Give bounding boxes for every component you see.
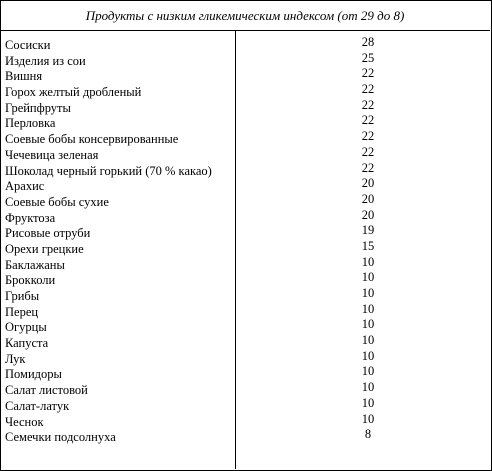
glycemic-index-value: 22 bbox=[361, 129, 375, 144]
product-name: Лук bbox=[5, 351, 26, 366]
glycemic-index-value: 10 bbox=[361, 364, 375, 379]
product-name: Огурцы bbox=[5, 320, 47, 335]
glycemic-index-value: 25 bbox=[361, 50, 375, 65]
glycemic-index-value: 22 bbox=[361, 160, 375, 175]
glycemic-index-value: 15 bbox=[361, 238, 375, 253]
product-name: Соевые бобы сухие bbox=[5, 194, 109, 209]
product-name: Капуста bbox=[5, 336, 49, 351]
product-name: Салат листовой bbox=[5, 383, 88, 398]
product-name: Изделия из сои bbox=[5, 53, 86, 68]
glycemic-index-column bbox=[236, 35, 492, 443]
product-name: Брокколи bbox=[5, 273, 56, 288]
glycemic-index-value: 10 bbox=[361, 380, 375, 395]
glycemic-index-value: 10 bbox=[361, 411, 375, 426]
header-divider bbox=[0, 30, 490, 31]
product-name: Перец bbox=[5, 304, 39, 319]
glycemic-index-value: 22 bbox=[361, 66, 375, 81]
product-name: Грейпфруты bbox=[5, 100, 71, 115]
glycemic-index-value: 10 bbox=[361, 333, 375, 348]
glycemic-index-value: 8 bbox=[364, 427, 372, 442]
glycemic-index-value: 10 bbox=[361, 395, 375, 410]
product-name: Орехи грецкие bbox=[5, 241, 84, 256]
glycemic-index-value: 10 bbox=[361, 286, 375, 300]
table-title: Продукты с низким гликемическим индексом (от 29 до 8) bbox=[85, 8, 405, 23]
glycemic-index-value: 22 bbox=[361, 97, 375, 112]
glycemic-index-value: 22 bbox=[361, 144, 375, 159]
product-name: Горох желтый дробленый bbox=[5, 85, 142, 100]
glycemic-index-value: 22 bbox=[361, 82, 375, 97]
product-name: Фруктоза bbox=[5, 210, 56, 225]
glycemic-index-value: 19 bbox=[361, 223, 375, 238]
product-name: Салат-латук bbox=[5, 398, 70, 413]
glycemic-index-value: 28 bbox=[361, 35, 375, 49]
product-name: Сосиски bbox=[5, 38, 51, 52]
glycemic-index-value: 20 bbox=[361, 176, 375, 191]
glycemic-index-value: 10 bbox=[361, 301, 375, 316]
product-name: Семечки подсолнуха bbox=[5, 430, 116, 445]
product-name: Чечевица зеленая bbox=[5, 147, 99, 162]
glycemic-index-value: 10 bbox=[361, 254, 375, 269]
product-name: Соевые бобы консервированные bbox=[5, 132, 179, 147]
product-name-column bbox=[5, 38, 233, 446]
glycemic-index-value: 10 bbox=[361, 270, 375, 285]
glycemic-index-value: 20 bbox=[361, 207, 375, 222]
product-name: Грибы bbox=[5, 289, 40, 303]
product-name: Перловка bbox=[5, 116, 56, 131]
product-name: Чеснок bbox=[5, 414, 44, 429]
glycemic-index-value: 10 bbox=[361, 348, 375, 363]
glycemic-index-value: 20 bbox=[361, 191, 375, 206]
product-name: Рисовые отруби bbox=[5, 226, 91, 241]
glycemic-index-value: 10 bbox=[361, 317, 375, 332]
product-name: Арахис bbox=[5, 179, 45, 194]
product-name: Баклажаны bbox=[5, 257, 65, 272]
product-name: Вишня bbox=[5, 69, 43, 84]
glycemic-index-value: 22 bbox=[361, 113, 375, 128]
product-name: Помидоры bbox=[5, 367, 62, 382]
product-name: Шоколад черный горький (70 % какао) bbox=[5, 163, 212, 178]
